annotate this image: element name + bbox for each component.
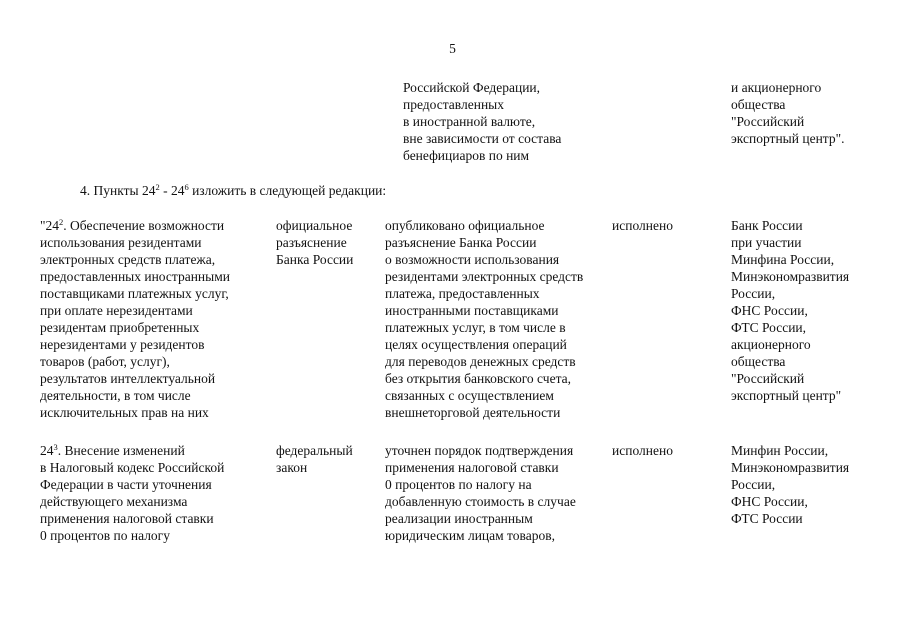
intro-superscript-2: 6 — [184, 182, 189, 192]
intro-paragraph — [80, 182, 680, 199]
row-24-3-responsible-cell: Минфин России, Минэкономразвития России, ФНС России, ФТС России — [731, 443, 850, 526]
row-24-3-number: 24 — [40, 443, 54, 458]
row-24-3-status-cell: исполнено — [612, 443, 673, 458]
intro-prefix: 4. Пункты 24 — [80, 183, 156, 198]
row-24-2-measure-text: . Обеспечение возможности использования резидентами электронных средств платежа, предоставленных иностранными поставщиками платежных услуг, при оплате нерезидентами резидентам приобретенных нерезидентами у резидентов товаров (работ, услуг), результатов интеллектуальной деятельности, в том числе исключительных прав на них — [40, 218, 230, 420]
row-24-3-number-superscript: 3 — [53, 442, 58, 452]
row-24-2-responsible-cell: Банк России при участии Минфина России, Минэкономразвития России, ФНС России, ФТС России, акционерного общества "Российский экспортный центр" — [731, 218, 850, 403]
row-24-3-result-cell: уточнен порядок подтверждения применения налоговой ставки 0 процентов по налогу на добавленную стоимость в случае реализации иностранным юридическим лицам товаров, — [385, 443, 576, 543]
continued-result-cell: Российской Федерации, предоставленных в иностранной валюте, вне зависимости от состава бенефициаров по ним — [403, 80, 562, 163]
row-24-2-document-type-cell: официальное разъяснение Банка России — [276, 218, 354, 267]
row-24-3-measure-text: . Внесение изменений в Налоговый кодекс Российской Федерации в части уточнения действующего механизма применения налоговой ставки 0 процентов по налогу — [40, 443, 225, 543]
row-24-2-measure-cell — [40, 217, 275, 421]
intro-superscript-1: 2 — [155, 182, 160, 192]
row-24-3-measure-cell — [40, 442, 275, 544]
intro-suffix: изложить в следующей редакции: — [188, 183, 387, 198]
intro-middle: - 24 — [159, 183, 185, 198]
continued-responsible-cell: и акционерного общества "Российский экспортный центр". — [731, 80, 845, 146]
row-24-2-number-superscript: 2 — [59, 217, 64, 227]
row-24-2-number: "24 — [40, 218, 60, 233]
row-24-3-document-type-cell: федеральный закон — [276, 443, 353, 475]
page-number: 5 — [449, 41, 456, 56]
row-24-2-result-cell: опубликовано официальное разъяснение Банка России о возможности использования резидентами электронных средств платежа, предоставленных иностранными поставщиками платежных услуг, в том числе в целях осуществления операций для переводов денежных средств без открытия банковского счета, связанных с осуществлением внешнеторговой деятельности — [385, 218, 584, 420]
row-24-2-status-cell: исполнено — [612, 218, 673, 233]
